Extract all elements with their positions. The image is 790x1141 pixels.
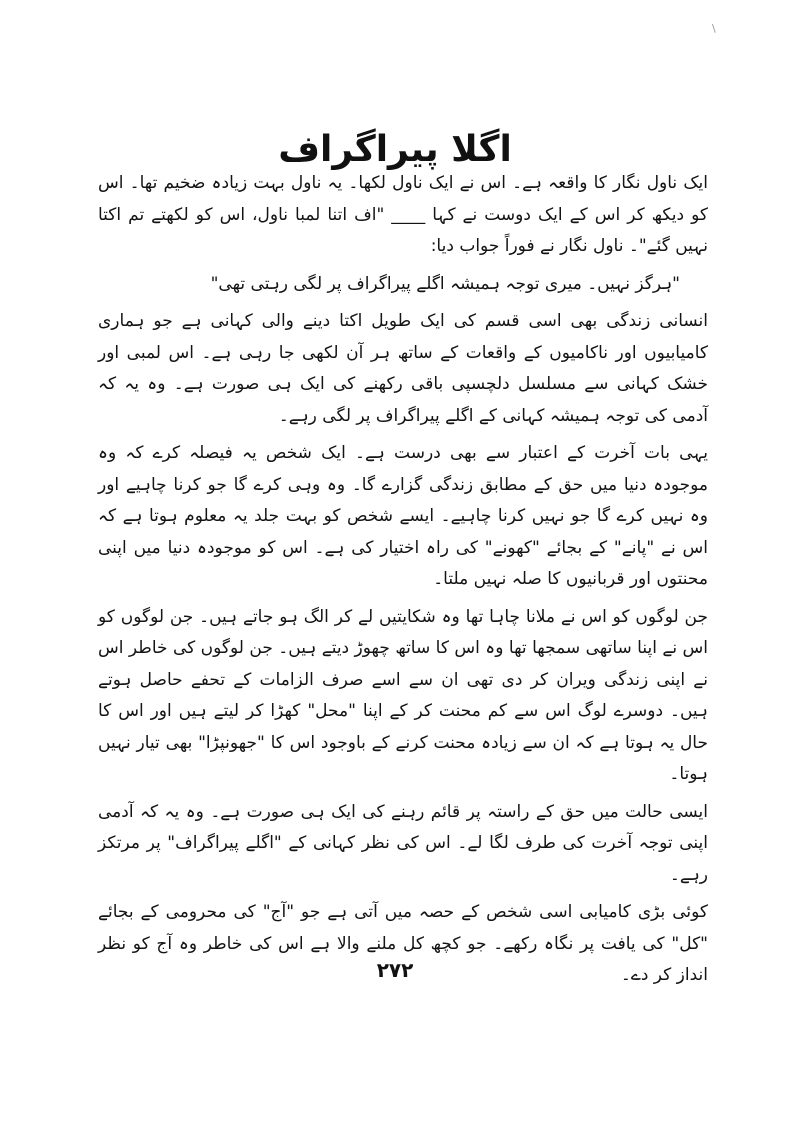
paragraph-6: ایسی حالت میں حق کے راستہ پر قائم رہنے کی ایک ہی صورت ہے۔ وہ یہ کہ آدمی اپنی توجہ آخرت کی طرف لگا لے۔ اس کی نظر کہانی کے "اگلے پیراگراف" پر مرتکز رہے۔ [98,801,708,885]
article-body [98,168,708,998]
corner-scan-mark: \ [712,22,716,35]
paragraph-quote: "ہرگز نہیں۔ میری توجہ ہمیشہ اگلے پیراگراف پر لگی رہتی تھی" [210,273,680,294]
paragraph-4: یہی بات آخرت کے اعتبار سے بھی درست ہے۔ ایک شخص یہ فیصلہ کرے کہ وہ موجودہ دنیا میں حق کے مطابق زندگی گزارے گا۔ وہ وہی کرے گا جو کرنا چاہیے اور وہ نہیں کرے گا جو نہیں کرنا چاہیے۔ ایسے شخص کو بہت جلد یہ معلوم ہوتا ہے کہ اس نے "پانے" کے بجائے "کھونے" کی راہ اختیار کی ہے۔ اس کو موجودہ دنیا میں اپنی محنتوں اور قربانیوں کا صلہ نہیں ملتا۔ [98,443,708,589]
page-title: اگلا پیراگراف [278,129,512,171]
paragraph-5: جن لوگوں کو اس نے ملانا چاہا تھا وہ شکایتیں لے کر الگ ہو جاتے ہیں۔ جن لوگوں کو اس نے اپنا ساتھی سمجھا تھا وہ اس کا ساتھ چھوڑ دیتے ہیں۔ جن لوگوں کی خاطر اس نے اپنی زندگی ویران کر دی تھی ان سے اسے صرف الزامات کے تحفے حاصل ہوتے ہیں۔ دوسرے لوگ اس سے کم محنت کر کے اپنا "محل" کھڑا کر لیتے ہیں اور اس کا حال یہ ہوتا ہے کہ ان سے زیادہ محنت کرنے کے باوجود اس کا "جھونپڑا" بھی تیار نہیں ہوتا۔ [98,606,708,784]
paragraph-7: کوئی بڑی کامیابی اسی شخص کے حصہ میں آتی ہے جو "آج" کی محرومی کے بجائے "کل" کی یافت پر نگاہ رکھے۔ جو کچھ کل ملنے والا ہے اس کی خاطر وہ آج کو نظر انداز کر دے۔ [98,902,708,985]
paragraph-1: ایک ناول نگار کا واقعہ ہے۔ اس نے ایک ناول لکھا۔ یہ ناول بہت زیادہ ضخیم تھا۔ اس کو دیکھ کر اس کے ایک دوست نے کہا ____ "اف اتنا لمبا ناول، اس کو لکھتے تم اکتا نہیں گئے"۔ ناول نگار نے فوراً جواب دیا: [98,173,708,256]
paragraph-3: انسانی زندگی بھی اسی قسم کی ایک طویل اکتا دینے والی کہانی ہے جو ہماری کامیابیوں اور ناکامیوں کے واقعات کے ساتھ ہر آن لکھی جا رہی ہے۔ اس لمبی اور خشک کہانی سے مسلسل دلچسپی باقی رکھنے کی ایک ہی صورت ہے۔ وہ یہ کہ آدمی کی توجہ ہمیشہ کہانی کے اگلے پیراگراف پر لگی رہے۔ [98,311,708,426]
page-number: ۲۷۲ [376,958,414,982]
